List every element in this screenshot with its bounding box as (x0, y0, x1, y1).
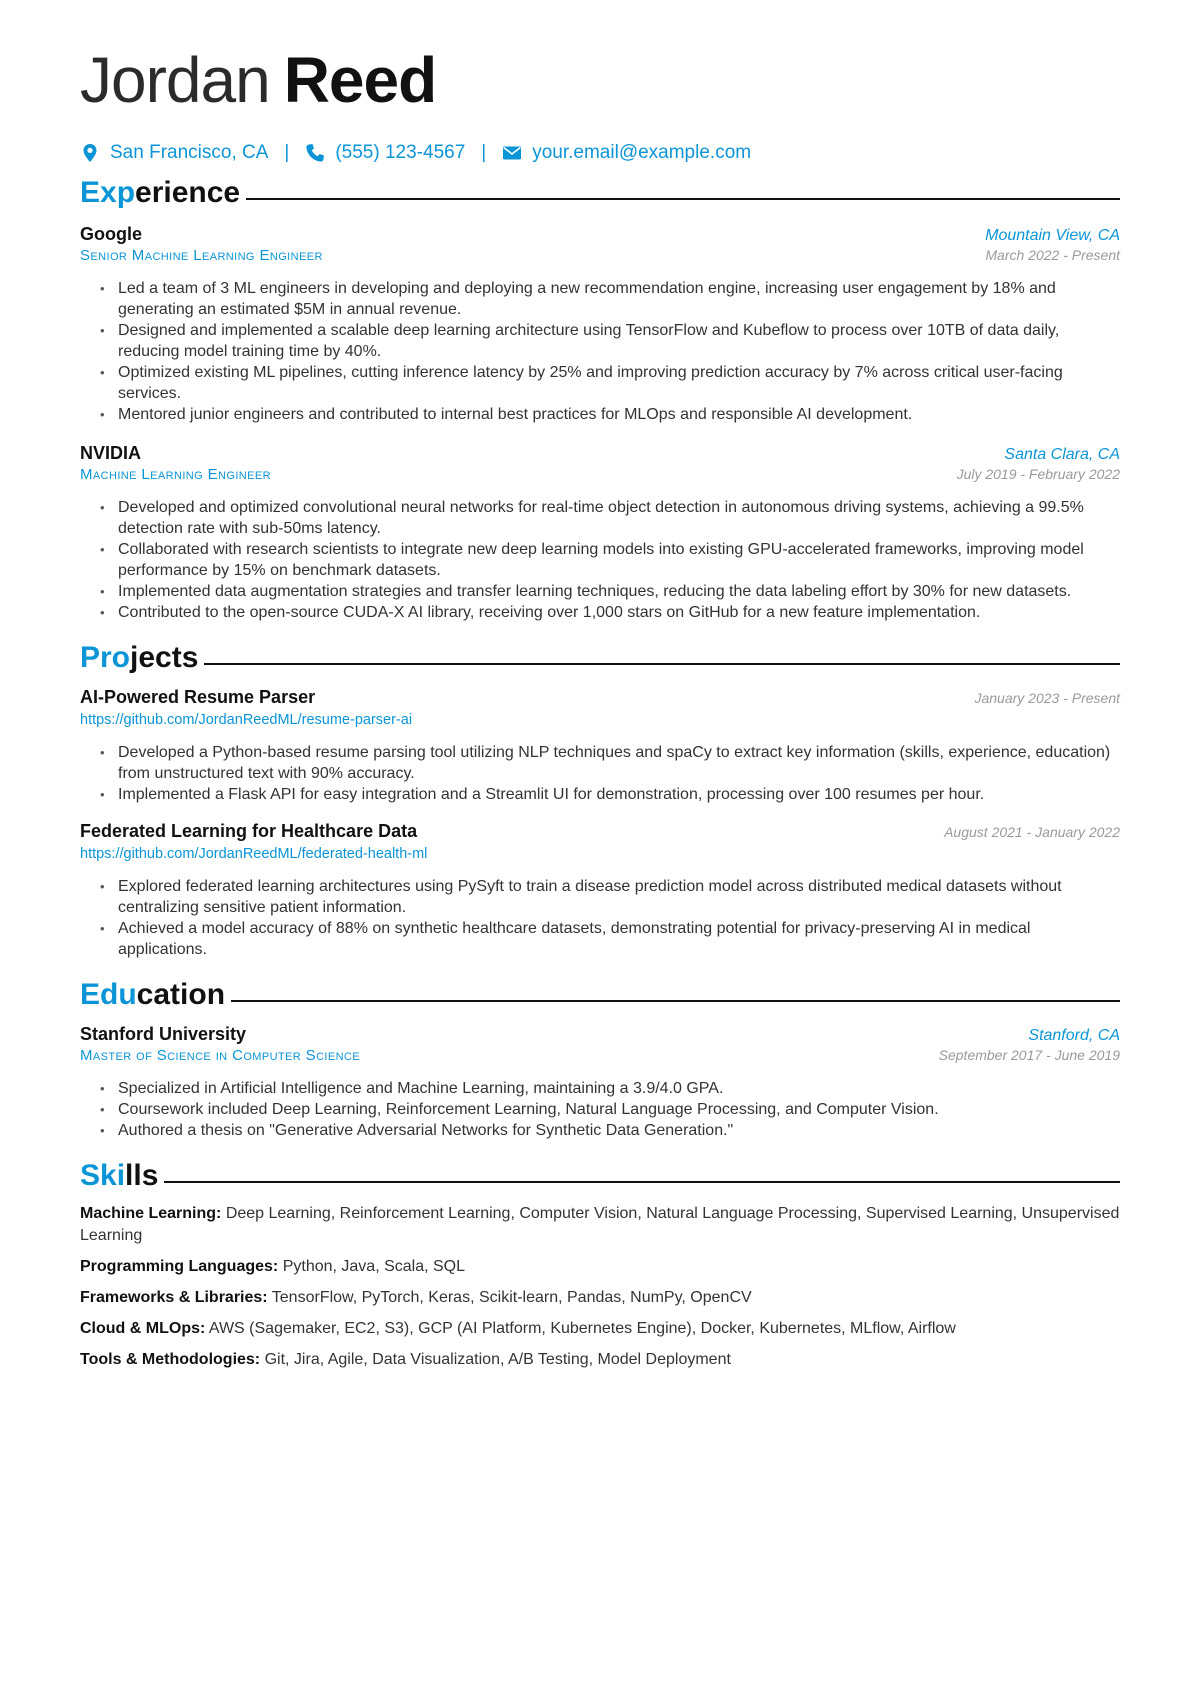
list-item: • Developed and optimized convolutional neural networks for real-time object detection in autonomous driving systems, achieving a 99.5% detection rate with sub-50ms latency. (118, 497, 1120, 539)
list-item: • Implemented data augmentation strategies and transfer learning techniques, reducing the data labeling effort by 30% for new datasets. (118, 581, 1120, 602)
list-item: • Explored federated learning architectures using PySyft to train a disease prediction model across distributed medical datasets without centralizing sensitive patient information. (118, 876, 1120, 918)
entry-dates: August 2021 - January 2022 (944, 824, 1120, 840)
skill-row (80, 1349, 1120, 1371)
section-title-accent: Edu (80, 978, 137, 1011)
skill-row (80, 1203, 1120, 1247)
entry-dates: September 2017 - June 2019 (938, 1047, 1120, 1063)
bullet-list (80, 497, 1120, 623)
entry-dates: July 2019 - February 2022 (956, 466, 1120, 482)
skill-row (80, 1318, 1120, 1340)
section-divider (164, 1181, 1120, 1183)
project-link[interactable]: https://github.com/JordanReedML/federated-health-ml (80, 846, 428, 862)
section-title-rest: erience (135, 176, 241, 209)
section-heading-projects (80, 641, 1120, 675)
job-title: Machine Learning Engineer (80, 466, 271, 483)
skill-row (80, 1287, 1120, 1309)
contact-phone[interactable] (305, 142, 465, 164)
skill-label: Frameworks & Libraries: (80, 1289, 268, 1306)
list-item: • Authored a thesis on "Generative Adversarial Networks for Synthetic Data Generation." (118, 1120, 1120, 1141)
contact-line (80, 142, 1120, 164)
entry-location: Stanford, CA (1028, 1027, 1120, 1044)
contact-separator: | (481, 142, 487, 163)
job-title: Senior Machine Learning Engineer (80, 247, 323, 264)
skill-label: Machine Learning: (80, 1205, 222, 1222)
list-item: • Coursework included Deep Learning, Reinforcement Learning, Natural Language Processing, and Computer Vision. (118, 1099, 1120, 1120)
contact-email[interactable] (502, 142, 751, 164)
section-title-rest: cation (136, 978, 226, 1011)
education-entry (80, 1024, 1120, 1141)
first-name: Jordan (80, 44, 270, 116)
section-title (80, 1159, 158, 1193)
skill-label: Programming Languages: (80, 1258, 279, 1275)
contact-location (80, 142, 268, 164)
section-heading-skills (80, 1159, 1120, 1193)
section-heading-experience (80, 176, 1120, 210)
list-item: • Led a team of 3 ML engineers in developing and deploying a new recommendation engine, increasing user engagement by 18% and generating an estimated $5M in annual revenue. (118, 278, 1120, 320)
list-item: • Designed and implemented a scalable deep learning architecture using TensorFlow and Kubeflow to process over 10TB of data daily, reducing model training time by 40%. (118, 320, 1120, 362)
entry-location: Santa Clara, CA (1004, 446, 1120, 463)
section-title-rest: jects (130, 641, 199, 674)
skills-list (80, 1203, 1120, 1371)
section-heading-education (80, 978, 1120, 1012)
list-item: • Contributed to the open-source CUDA-X AI library, receiving over 1,000 stars on GitHub for a new feature implementation. (118, 602, 1120, 623)
full-name (80, 44, 1120, 116)
skill-value: AWS (Sagemaker, EC2, S3), GCP (AI Platform, Kubernetes Engine), Docker, Kubernetes, MLflow, Airflow (208, 1320, 956, 1337)
section-divider (246, 198, 1120, 200)
section-title (80, 641, 198, 675)
bullet-list (80, 876, 1120, 960)
list-item: • Mentored junior engineers and contributed to internal best practices for MLOps and responsible AI development. (118, 404, 1120, 425)
company-name: NVIDIA (80, 443, 142, 463)
location-text: San Francisco, CA (110, 142, 269, 163)
bullet-list (80, 278, 1120, 425)
section-title (80, 978, 225, 1012)
phone-text: (555) 123-4567 (335, 142, 466, 163)
envelope-icon (502, 143, 522, 163)
section-divider (231, 1000, 1120, 1002)
section-title-rest: lls (125, 1159, 159, 1192)
list-item: • Achieved a model accuracy of 88% on synthetic healthcare datasets, demonstrating potential for privacy-preserving AI in medical applications. (118, 918, 1120, 960)
skill-value: Deep Learning, Reinforcement Learning, Computer Vision, Natural Language Processing, Supervised Learning, Unsupervised Learning (80, 1205, 1120, 1244)
entry-dates: January 2023 - Present (974, 690, 1120, 706)
list-item: • Specialized in Artificial Intelligence and Machine Learning, maintaining a 3.9/4.0 GPA. (118, 1078, 1120, 1099)
skill-label: Tools & Methodologies: (80, 1351, 261, 1368)
bullet-list (80, 742, 1120, 805)
section-title-accent: Ski (80, 1159, 126, 1192)
project-name: AI-Powered Resume Parser (80, 687, 316, 707)
list-item: • Developed a Python-based resume parsing tool utilizing NLP techniques and spaCy to extract key information (skills, experience, education) from unstructured text with 90% accuracy. (118, 742, 1120, 784)
experience-entry (80, 443, 1120, 623)
skill-value: Python, Java, Scala, SQL (282, 1258, 466, 1275)
last-name: Reed (283, 44, 437, 116)
project-link[interactable]: https://github.com/JordanReedML/resume-parser-ai (80, 712, 413, 728)
company-name: Google (80, 224, 142, 244)
section-divider (204, 663, 1120, 665)
degree-title: Master of Science in Computer Science (80, 1047, 361, 1064)
map-pin-icon (80, 143, 100, 163)
experience-entry (80, 224, 1120, 425)
skill-label: Cloud & MLOps: (80, 1320, 206, 1337)
contact-separator: | (284, 142, 290, 163)
project-entry (80, 821, 1120, 960)
project-entry (80, 687, 1120, 805)
skill-row (80, 1256, 1120, 1278)
project-name: Federated Learning for Healthcare Data (80, 821, 418, 841)
school-name: Stanford University (80, 1024, 247, 1044)
bullet-list (80, 1078, 1120, 1141)
phone-icon (305, 143, 325, 163)
list-item: • Collaborated with research scientists to integrate new deep learning models into existing GPU-accelerated frameworks, improving model performance by 15% on benchmark datasets. (118, 539, 1120, 581)
entry-location: Mountain View, CA (985, 227, 1120, 244)
skill-value: TensorFlow, PyTorch, Keras, Scikit-learn, Pandas, NumPy, OpenCV (271, 1289, 752, 1306)
section-title-accent: Pro (80, 641, 131, 674)
list-item: • Implemented a Flask API for easy integration and a Streamlit UI for demonstration, processing over 100 resumes per hour. (118, 784, 1120, 805)
skill-value: Git, Jira, Agile, Data Visualization, A/B Testing, Model Deployment (264, 1351, 731, 1368)
email-text: your.email@example.com (532, 142, 752, 163)
entry-dates: March 2022 - Present (985, 247, 1120, 263)
section-title (80, 176, 240, 210)
section-title-accent: Exp (80, 176, 136, 209)
list-item: • Optimized existing ML pipelines, cutting inference latency by 25% and improving prediction accuracy by 7% across critical user-facing services. (118, 362, 1120, 404)
